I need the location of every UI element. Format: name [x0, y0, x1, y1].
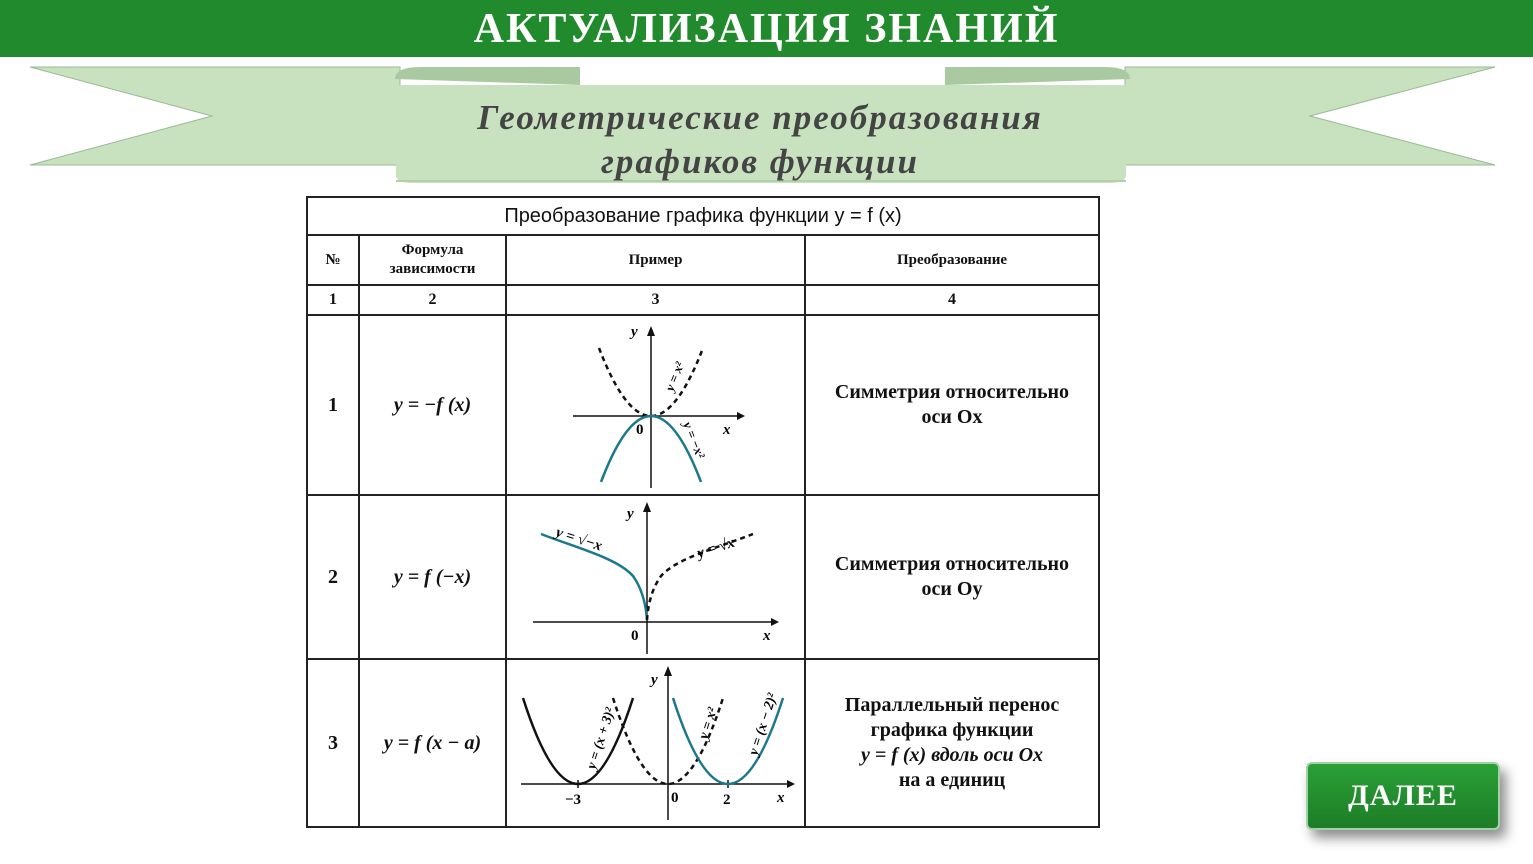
col-header-formula: Формула зависимости — [389, 242, 476, 277]
row-2-origin-label: 0 — [631, 628, 639, 644]
row-1-origin-label: 0 — [636, 422, 644, 438]
row-3-desc-line-3: y = f (x) вдоль оси Ox — [860, 744, 1044, 766]
row-1-y-axis-label: y — [631, 324, 638, 340]
col-number-1: 1 — [329, 291, 337, 308]
subtitle-line-2: графиков функции — [601, 142, 919, 181]
table-title: Преобразование графика функции y = f (x) — [308, 198, 1098, 236]
row-2-dashed-curve-label: y = √x — [695, 534, 737, 562]
row-3-y-axis-label: y — [651, 672, 658, 688]
subtitle — [400, 96, 1120, 184]
row-1-description — [806, 316, 1098, 494]
row-3-formula: y = f (x − a) — [383, 731, 482, 754]
subtitle-line-1: Геометрические преобразования — [477, 98, 1043, 137]
row-3-desc-line-2: графика функции — [870, 719, 1034, 741]
row-3-example-graph — [507, 660, 804, 826]
row-3-x-axis-label: x — [777, 790, 785, 806]
row-2-desc-line-1: Симметрия относительно — [834, 553, 1070, 575]
row-3-description — [806, 660, 1098, 826]
row-2-number: 2 — [328, 565, 338, 588]
transformation-table — [306, 196, 1100, 828]
col-number-3: 3 — [651, 291, 660, 308]
row-3-desc-line-4: на a единиц — [898, 769, 1006, 791]
row-1-dashed-curve-label: y = x² — [661, 359, 688, 394]
row-2-example-graph — [507, 496, 804, 658]
row-3-right-curve-label: y = (x − 2)² — [746, 691, 781, 758]
row-1-formula: y = −f (x) — [393, 393, 472, 416]
row-3-left-curve-label: y = (x + 3)² — [584, 706, 619, 772]
row-3-desc-line-1: Параллельный перенос — [844, 694, 1060, 716]
row-2-description — [806, 496, 1098, 658]
row-1-desc-line-2: оси Ox — [921, 406, 983, 428]
row-1-x-axis-label: x — [723, 422, 731, 438]
col-header-number: № — [325, 251, 341, 268]
row-3-origin-label: 0 — [671, 790, 679, 806]
row-2-solid-curve-label: y = √−x — [553, 524, 604, 555]
col-header-example: Пример — [628, 251, 683, 268]
row-1-number: 1 — [328, 393, 338, 416]
row-1-solid-curve-label: y = −x² — [680, 419, 709, 461]
row-2-x-axis-label: x — [763, 628, 771, 644]
row-1-example-graph — [507, 316, 804, 494]
header-title: АКТУАЛИЗАЦИЯ ЗНАНИЙ — [473, 5, 1060, 52]
row-3-number: 3 — [328, 731, 338, 754]
row-2-y-axis-label: y — [627, 506, 634, 522]
row-1-desc-line-1: Симметрия относительно — [834, 381, 1070, 403]
col-header-transformation: Преобразование — [896, 251, 1008, 268]
next-button[interactable]: ДАЛЕЕ — [1306, 762, 1500, 830]
row-2-formula: y = f (−x) — [393, 565, 472, 588]
row-2-desc-line-2: оси Oy — [921, 578, 983, 600]
row-3-tick-pos: 2 — [723, 792, 731, 808]
col-number-2: 2 — [428, 291, 437, 308]
row-3-tick-neg: −3 — [565, 792, 582, 808]
header-bar — [0, 0, 1533, 57]
row-3-dashed-curve-label: y = x² — [696, 705, 721, 742]
col-number-4: 4 — [948, 291, 956, 308]
